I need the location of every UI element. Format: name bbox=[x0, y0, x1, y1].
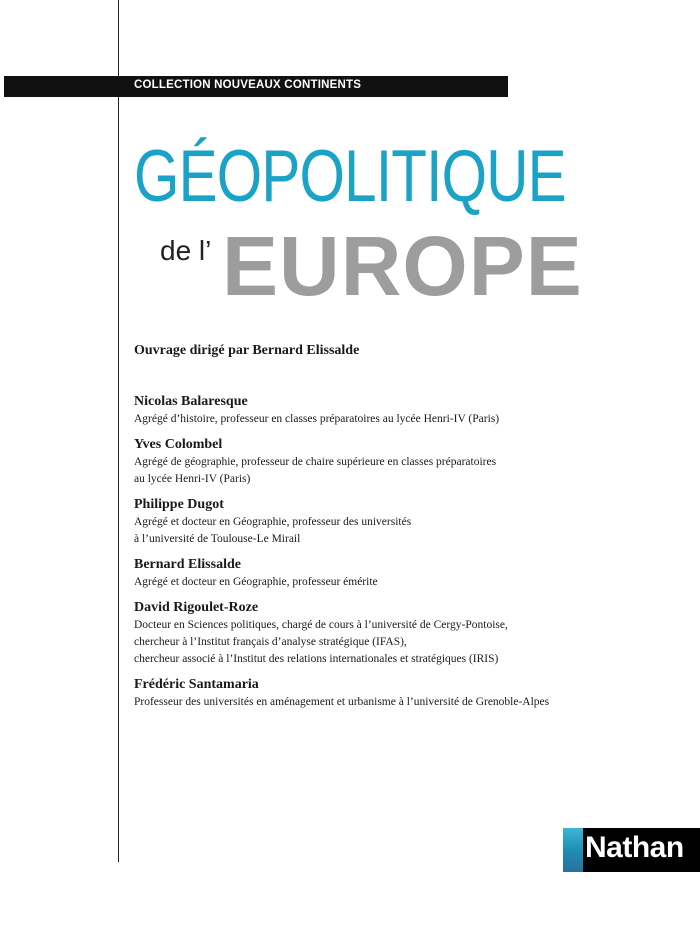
author-title: chercheur associé à l’Institut des relations internationales et stratégiques (IRIS) bbox=[134, 653, 499, 665]
book-title-main: GÉOPOLITIQUE bbox=[134, 136, 566, 217]
author-entry bbox=[134, 392, 674, 428]
author-list bbox=[134, 392, 674, 718]
author-name: Bernard Elissalde bbox=[134, 557, 241, 572]
vertical-rule bbox=[118, 0, 119, 862]
author-title: Agrégé et docteur en Géographie, professeur des universités bbox=[134, 516, 412, 528]
author-title: Professeur des universités en aménagement et urbanisme à l’université de Grenoble-Alpes bbox=[134, 696, 550, 708]
publisher-name: Nathan bbox=[585, 831, 684, 864]
author-title: Agrégé de géographie, professeur de chaire supérieure en classes préparatoires bbox=[134, 456, 497, 468]
author-title: au lycée Henri-IV (Paris) bbox=[134, 473, 251, 485]
author-title: Agrégé et docteur en Géographie, professeur émérite bbox=[134, 576, 378, 588]
logo-mark-icon bbox=[563, 828, 583, 872]
book-title-emphasis: EUROPE bbox=[222, 219, 583, 313]
author-title: Agrégé d’histoire, professeur en classes préparatoires au lycée Henri-IV (Paris) bbox=[134, 413, 500, 425]
director-credit: Ouvrage dirigé par Bernard Elissalde bbox=[134, 343, 360, 358]
collection-label: COLLECTION NOUVEAUX CONTINENTS bbox=[134, 79, 362, 91]
author-title: à l’université de Toulouse-Le Mirail bbox=[134, 533, 301, 545]
book-title-prefix: de l’ bbox=[160, 235, 212, 266]
publisher-logo bbox=[563, 828, 700, 872]
author-name: Philippe Dugot bbox=[134, 497, 224, 512]
author-name: Yves Colombel bbox=[134, 437, 223, 452]
author-name: David Rigoulet-Roze bbox=[134, 600, 259, 615]
author-entry bbox=[134, 675, 674, 711]
author-name: Nicolas Balaresque bbox=[134, 394, 248, 409]
author-entry bbox=[134, 598, 674, 668]
author-title: chercheur à l’Institut français d’analyse stratégique (IFAS), bbox=[134, 636, 407, 648]
author-entry bbox=[134, 555, 674, 591]
author-entry bbox=[134, 435, 674, 488]
author-name: Frédéric Santamaria bbox=[134, 677, 259, 692]
author-entry bbox=[134, 495, 674, 548]
author-title: Docteur en Sciences politiques, chargé de cours à l’université de Cergy-Pontoise, bbox=[134, 619, 508, 631]
